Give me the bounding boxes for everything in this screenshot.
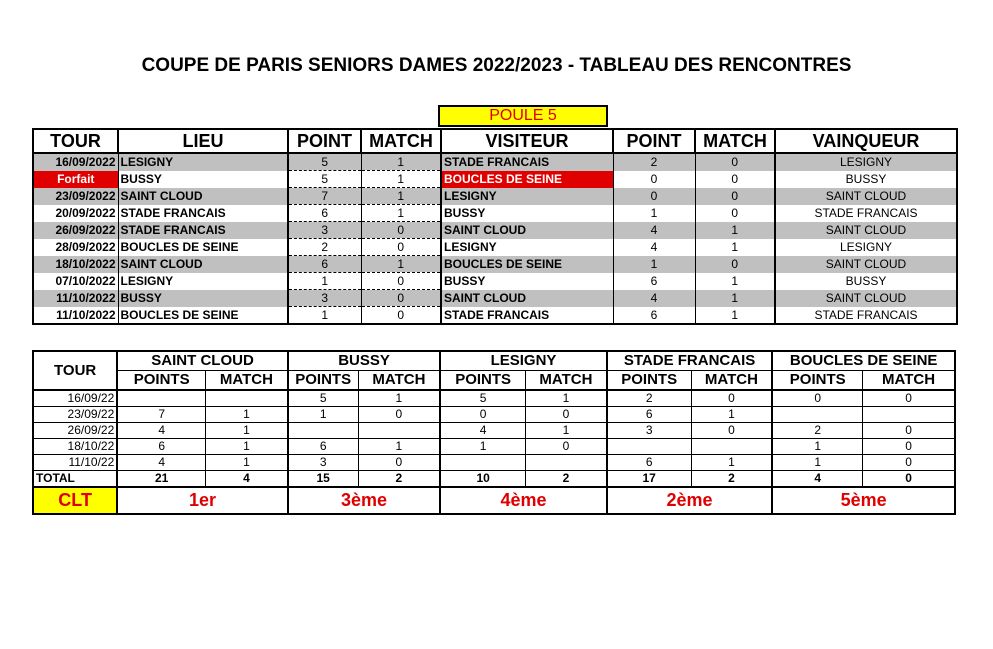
match-point-home: 2 [288, 239, 361, 256]
points-cell: 2 [607, 390, 691, 407]
points-cell: 6 [607, 455, 691, 471]
ranking-cell: 5ème [772, 487, 955, 514]
ranking-row [33, 487, 955, 514]
match-subheader: MATCH [526, 371, 607, 391]
match-vainqueur: SAINT CLOUD [775, 290, 957, 307]
match-vainqueur: SAINT CLOUD [775, 222, 957, 239]
match-match-home: 1 [361, 153, 441, 171]
standings-date: 16/09/22 [33, 390, 117, 407]
standings-row [33, 390, 955, 407]
match-visiteur: BOUCLES DE SEINE [441, 256, 613, 273]
match-lieu: BOUCLES DE SEINE [118, 239, 288, 256]
match-lieu: SAINT CLOUD [118, 256, 288, 273]
match-cell: 1 [206, 455, 288, 471]
match-point-away: 4 [613, 290, 695, 307]
match-row [33, 239, 957, 256]
team-header-saint-cloud: SAINT CLOUD [117, 351, 288, 371]
points-cell: 4 [440, 423, 525, 439]
standings-row [33, 455, 955, 471]
match-row [33, 171, 957, 188]
standings-row [33, 407, 955, 423]
points-cell: 1 [772, 439, 862, 455]
points-subheader: POINTS [772, 371, 862, 391]
match-point-home: 5 [288, 153, 361, 171]
match-match-home: 0 [361, 273, 441, 290]
ranking-cell: 2ème [607, 487, 773, 514]
match-match-away: 0 [695, 171, 775, 188]
match-lieu: BUSSY [118, 290, 288, 307]
points-cell: 21 [117, 471, 205, 488]
match-cell: 0 [358, 455, 440, 471]
points-cell: 4 [772, 471, 862, 488]
match-match-home: 0 [361, 307, 441, 325]
points-subheader: POINTS [440, 371, 525, 391]
match-point-away: 6 [613, 307, 695, 325]
match-visiteur: SAINT CLOUD [441, 290, 613, 307]
points-cell: 7 [117, 407, 205, 423]
page-title: COUPE DE PARIS SENIORS DAMES 2022/2023 - TABLEAU DES RENCONTRES [141, 55, 852, 76]
match-cell: 0 [358, 407, 440, 423]
team-header-boucles-de-seine: BOUCLES DE SEINE [772, 351, 955, 371]
total-label: TOTAL [33, 471, 117, 488]
match-date: 18/10/2022 [33, 256, 118, 273]
match-match-away: 1 [695, 273, 775, 290]
match-subheader: MATCH [863, 371, 955, 391]
match-row [33, 222, 957, 239]
match-point-home: 3 [288, 222, 361, 239]
match-lieu: LESIGNY [118, 273, 288, 290]
match-match-home: 1 [361, 256, 441, 273]
team-header-stade-francais: STADE FRANCAIS [607, 351, 773, 371]
match-date: 11/10/2022 [33, 290, 118, 307]
match-vainqueur: LESIGNY [775, 239, 957, 256]
match-match-home: 1 [361, 171, 441, 188]
match-point-home: 3 [288, 290, 361, 307]
match-cell: 0 [863, 423, 955, 439]
standings-date: 23/09/22 [33, 407, 117, 423]
matches-header-row [33, 129, 957, 153]
match-row [33, 273, 957, 290]
match-date: 16/09/2022 [33, 153, 118, 171]
match-cell: 1 [358, 390, 440, 407]
match-cell: 4 [206, 471, 288, 488]
match-date: 23/09/2022 [33, 188, 118, 205]
match-date: 07/10/2022 [33, 273, 118, 290]
match-match-away: 1 [695, 307, 775, 325]
points-cell: 5 [440, 390, 525, 407]
match-match-home: 0 [361, 239, 441, 256]
match-visiteur: STADE FRANCAIS [441, 307, 613, 325]
match-cell: 1 [691, 455, 772, 471]
match-cell: 0 [863, 390, 955, 407]
match-cell: 2 [691, 471, 772, 488]
points-cell: 1 [772, 455, 862, 471]
match-cell: 1 [206, 407, 288, 423]
match-point-away: 6 [613, 273, 695, 290]
points-cell [440, 455, 525, 471]
match-cell: 1 [691, 407, 772, 423]
clt-label: CLT [33, 487, 117, 514]
ranking-cell: 1er [117, 487, 288, 514]
match-visiteur: SAINT CLOUD [441, 222, 613, 239]
match-row [33, 153, 957, 171]
total-row [33, 471, 955, 488]
matches-table [32, 128, 958, 325]
ranking-cell: 3ème [288, 487, 440, 514]
match-match-away: 0 [695, 205, 775, 222]
points-cell: 0 [440, 407, 525, 423]
points-cell: 4 [117, 423, 205, 439]
match-row [33, 290, 957, 307]
match-point-home: 1 [288, 273, 361, 290]
match-cell [863, 407, 955, 423]
match-cell: 0 [863, 455, 955, 471]
match-cell: 0 [863, 439, 955, 455]
points-cell: 6 [607, 407, 691, 423]
match-cell: 0 [526, 439, 607, 455]
match-point-away: 0 [613, 171, 695, 188]
header-visiteur: VISITEUR [441, 129, 613, 153]
match-match-home: 1 [361, 205, 441, 222]
match-subheader: MATCH [206, 371, 288, 391]
match-match-home: 0 [361, 290, 441, 307]
match-visiteur: LESIGNY [441, 188, 613, 205]
match-visiteur: LESIGNY [441, 239, 613, 256]
points-cell: 2 [772, 423, 862, 439]
match-lieu: STADE FRANCAIS [118, 205, 288, 222]
match-point-away: 2 [613, 153, 695, 171]
header-point-away: POINT [613, 129, 695, 153]
points-cell: 1 [440, 439, 525, 455]
match-lieu: SAINT CLOUD [118, 188, 288, 205]
match-point-away: 4 [613, 239, 695, 256]
match-cell: 1 [526, 390, 607, 407]
points-cell: 15 [288, 471, 358, 488]
match-lieu: BUSSY [118, 171, 288, 188]
match-cell: 0 [691, 390, 772, 407]
match-cell: 1 [358, 439, 440, 455]
standings-date: 18/10/22 [33, 439, 117, 455]
match-cell [358, 423, 440, 439]
standings-tour-header: TOUR [33, 351, 117, 390]
match-row [33, 256, 957, 273]
header-match-home: MATCH [361, 129, 441, 153]
match-vainqueur: STADE FRANCAIS [775, 205, 957, 222]
match-date: 20/09/2022 [33, 205, 118, 222]
match-match-home: 0 [361, 222, 441, 239]
header-point-home: POINT [288, 129, 361, 153]
points-cell: 10 [440, 471, 525, 488]
team-header-bussy: BUSSY [288, 351, 440, 371]
match-visiteur: BOUCLES DE SEINE [441, 171, 613, 188]
match-date: 26/09/2022 [33, 222, 118, 239]
match-point-home: 6 [288, 256, 361, 273]
match-cell: 0 [863, 471, 955, 488]
match-point-away: 1 [613, 256, 695, 273]
match-cell: 0 [691, 423, 772, 439]
points-subheader: POINTS [288, 371, 358, 391]
match-vainqueur: STADE FRANCAIS [775, 307, 957, 325]
match-cell: 2 [358, 471, 440, 488]
points-cell [288, 423, 358, 439]
standings-row [33, 423, 955, 439]
header-vainqueur: VAINQUEUR [775, 129, 957, 153]
match-point-away: 4 [613, 222, 695, 239]
match-match-away: 0 [695, 153, 775, 171]
match-vainqueur: BUSSY [775, 273, 957, 290]
match-lieu: BOUCLES DE SEINE [118, 307, 288, 325]
match-cell: 1 [206, 439, 288, 455]
match-point-home: 7 [288, 188, 361, 205]
points-cell: 0 [772, 390, 862, 407]
points-cell [607, 439, 691, 455]
points-cell [772, 407, 862, 423]
poule-label: POULE 5 [438, 105, 608, 127]
match-cell: 0 [526, 407, 607, 423]
match-visiteur: BUSSY [441, 273, 613, 290]
standings-date: 11/10/22 [33, 455, 117, 471]
points-cell: 4 [117, 455, 205, 471]
team-header-lesigny: LESIGNY [440, 351, 607, 371]
match-cell: 1 [206, 423, 288, 439]
points-cell: 6 [288, 439, 358, 455]
match-row [33, 205, 957, 222]
match-cell: 2 [526, 471, 607, 488]
match-row [33, 307, 957, 325]
match-match-away: 0 [695, 188, 775, 205]
points-cell: 3 [607, 423, 691, 439]
match-cell: 1 [526, 423, 607, 439]
match-date: Forfait [33, 171, 118, 188]
match-point-home: 1 [288, 307, 361, 325]
match-match-away: 1 [695, 239, 775, 256]
points-cell: 5 [288, 390, 358, 407]
match-lieu: STADE FRANCAIS [118, 222, 288, 239]
match-visiteur: BUSSY [441, 205, 613, 222]
match-cell [206, 390, 288, 407]
match-point-home: 5 [288, 171, 361, 188]
match-point-away: 0 [613, 188, 695, 205]
standings-date: 26/09/22 [33, 423, 117, 439]
points-cell: 1 [288, 407, 358, 423]
match-vainqueur: SAINT CLOUD [775, 256, 957, 273]
match-point-home: 6 [288, 205, 361, 222]
ranking-cell: 4ème [440, 487, 607, 514]
match-date: 28/09/2022 [33, 239, 118, 256]
match-match-home: 1 [361, 188, 441, 205]
match-cell [526, 455, 607, 471]
match-subheader: MATCH [691, 371, 772, 391]
match-visiteur: STADE FRANCAIS [441, 153, 613, 171]
points-cell: 3 [288, 455, 358, 471]
match-vainqueur: SAINT CLOUD [775, 188, 957, 205]
match-lieu: LESIGNY [118, 153, 288, 171]
match-subheader: MATCH [358, 371, 440, 391]
standings-table [32, 350, 956, 515]
points-cell: 6 [117, 439, 205, 455]
standings-row [33, 439, 955, 455]
header-match-away: MATCH [695, 129, 775, 153]
points-subheader: POINTS [117, 371, 205, 391]
match-vainqueur: BUSSY [775, 171, 957, 188]
match-point-away: 1 [613, 205, 695, 222]
match-row [33, 188, 957, 205]
match-match-away: 1 [695, 222, 775, 239]
match-cell [691, 439, 772, 455]
points-cell [117, 390, 205, 407]
match-date: 11/10/2022 [33, 307, 118, 325]
header-lieu: LIEU [118, 129, 288, 153]
match-match-away: 0 [695, 256, 775, 273]
match-vainqueur: LESIGNY [775, 153, 957, 171]
points-subheader: POINTS [607, 371, 691, 391]
header-tour: TOUR [33, 129, 118, 153]
points-cell: 17 [607, 471, 691, 488]
match-match-away: 1 [695, 290, 775, 307]
